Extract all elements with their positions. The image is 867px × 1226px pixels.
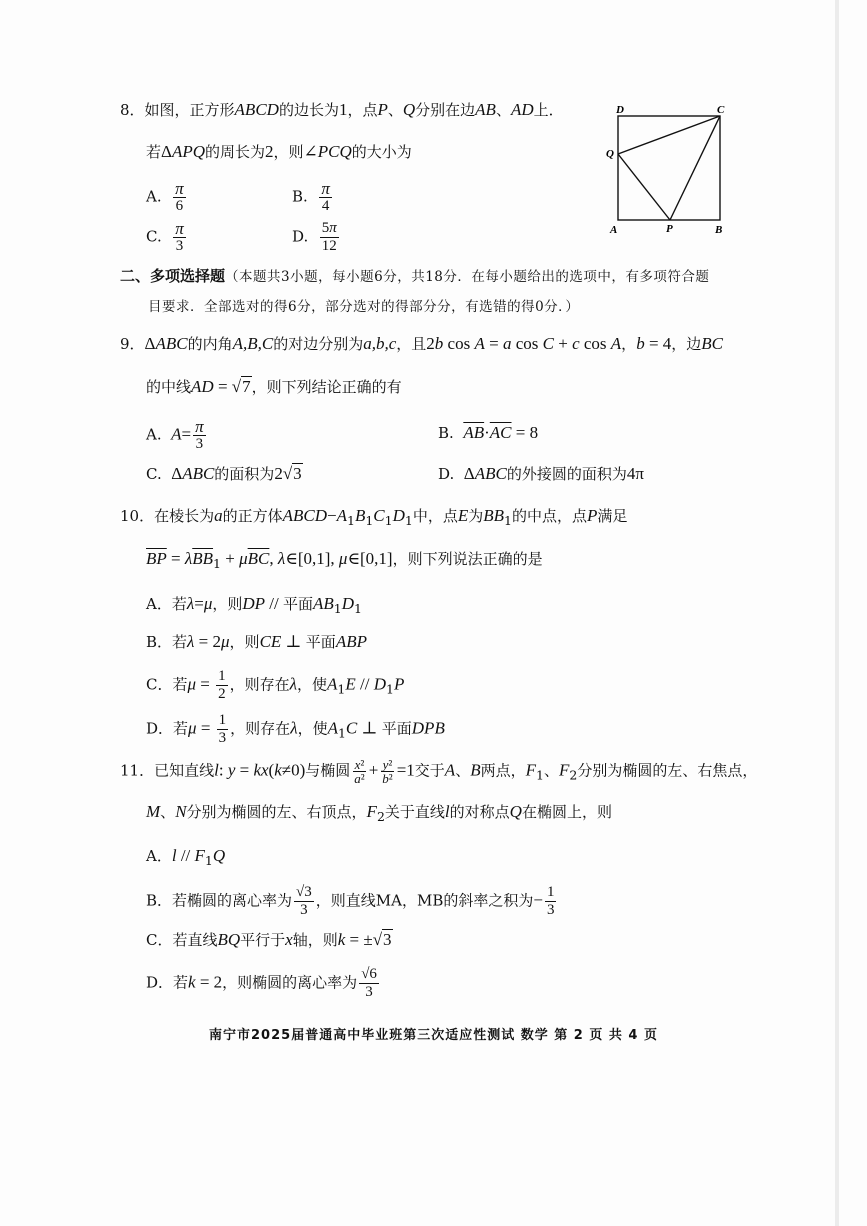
q8-option-c: C. $\frac{\pi}{3}$	[146, 219, 184, 254]
label-Q: Q	[606, 148, 614, 160]
q9-option-a: A. A= $\frac{\pi}{3}$	[146, 417, 204, 452]
q8-option-d: D. $\frac{5\pi}{12}$	[292, 220, 337, 254]
q8-line2: 若ΔAPQ的周长为2，则∠PCQ的大小为	[146, 142, 412, 161]
q11-option-c: C．若直线BQ平行于x轴，则k = ±√3	[146, 930, 392, 949]
section2-desc1: （本题共3小题，每小题6分，共18分．在每小题给出的选项中，有多项符合题	[225, 269, 710, 285]
q10-option-b: B．若λ = 2μ，则CE ⊥ 平面ABP	[146, 632, 367, 651]
q8-line1: 8．如图，正方形ABCD的边长为1，点P、Q分别在边AB、AD上．	[120, 100, 564, 119]
q11-option-b: B．若椭圆的离心率为 $\frac{√3}{3}$ ，则直线MA，MB的斜率之积为− $\frac{1}{3}$	[146, 884, 555, 918]
q10-option-c: C．若μ = $\frac{1}{2}$ ，则存在λ，使$A_1E // D_1P$	[146, 668, 405, 702]
q10-option-a: A．若λ=μ，则DP // 平面$AB_1D_1$	[146, 594, 362, 616]
q10-line2: $\overline{BP} = \lambda\overline{BB}_1 + \mu\overline{BC}$, λ∈[0,1], μ∈[0,1]，则下列说法正确的是	[146, 549, 543, 571]
label-B: B	[715, 224, 723, 236]
q11-line2: M、N分别为椭圆的左、右顶点，$F_2$关于直线l的对称点Q在椭圆上，则	[146, 802, 612, 824]
q9-line1: 9．ΔABC的内角A,B,C的对边分别为a,b,c，且2b cos A = a cos C + c cos A，b = 4，边BC	[120, 334, 724, 353]
section2-desc2: 目要求．全部选对的得6分，部分选对的得部分分，有选错的得0分．）	[148, 299, 580, 315]
q9-option-d: D. ΔABC的外接圆的面积为4π	[438, 464, 644, 483]
page-footer: 南宁市2025届普通高中毕业班第三次适应性测试 数学 第 2 页 共 4 页	[209, 1028, 658, 1043]
section2-header	[120, 266, 709, 287]
label-C: C	[717, 104, 725, 116]
q9-line2: 的中线AD = √7，则下列结论正确的有	[146, 377, 402, 396]
label-A: A	[610, 224, 618, 236]
label-D: D	[616, 104, 624, 116]
q10-option-d: D．若μ = $\frac{1}{3}$ ，则存在λ，使$A_1C$ ⊥ 平面DPB	[146, 712, 445, 746]
q10-line1: 10．在棱长为a的正方体$ABCD-A_1B_1C_1D_1$中，点E为$BB_1$的中点，点P满足	[120, 506, 628, 528]
label-P: P	[666, 223, 673, 235]
q9-option-b: B. $\overline{AB}\cdot\overline{AC} = 8$	[438, 423, 539, 442]
q8-option-a: A. $\frac{\pi}{6}$	[146, 179, 184, 214]
square-figure	[606, 100, 736, 240]
q11-option-d: D．若k = 2，则椭圆的离心率为 $\frac{√6}{3}$	[146, 966, 377, 1000]
q8-option-b: B. $\frac{\pi}{4}$	[292, 179, 330, 214]
q11-line1: 11．已知直线l: y = kx(k≠0)与椭圆 $\frac{\text{x²}}{\text{a²}}$ + $\frac{\text{y²}}{\text{b²}}$ =1交于A、B两点，$F_1$、$F_2$分别为椭圆的左、右焦点，	[120, 757, 758, 786]
q11-option-a: A．l // $F_1Q$	[146, 846, 226, 868]
section2-title: 二、多项选择题	[120, 267, 226, 285]
q9-option-c: C. ΔABC的面积为2√3	[146, 464, 302, 483]
